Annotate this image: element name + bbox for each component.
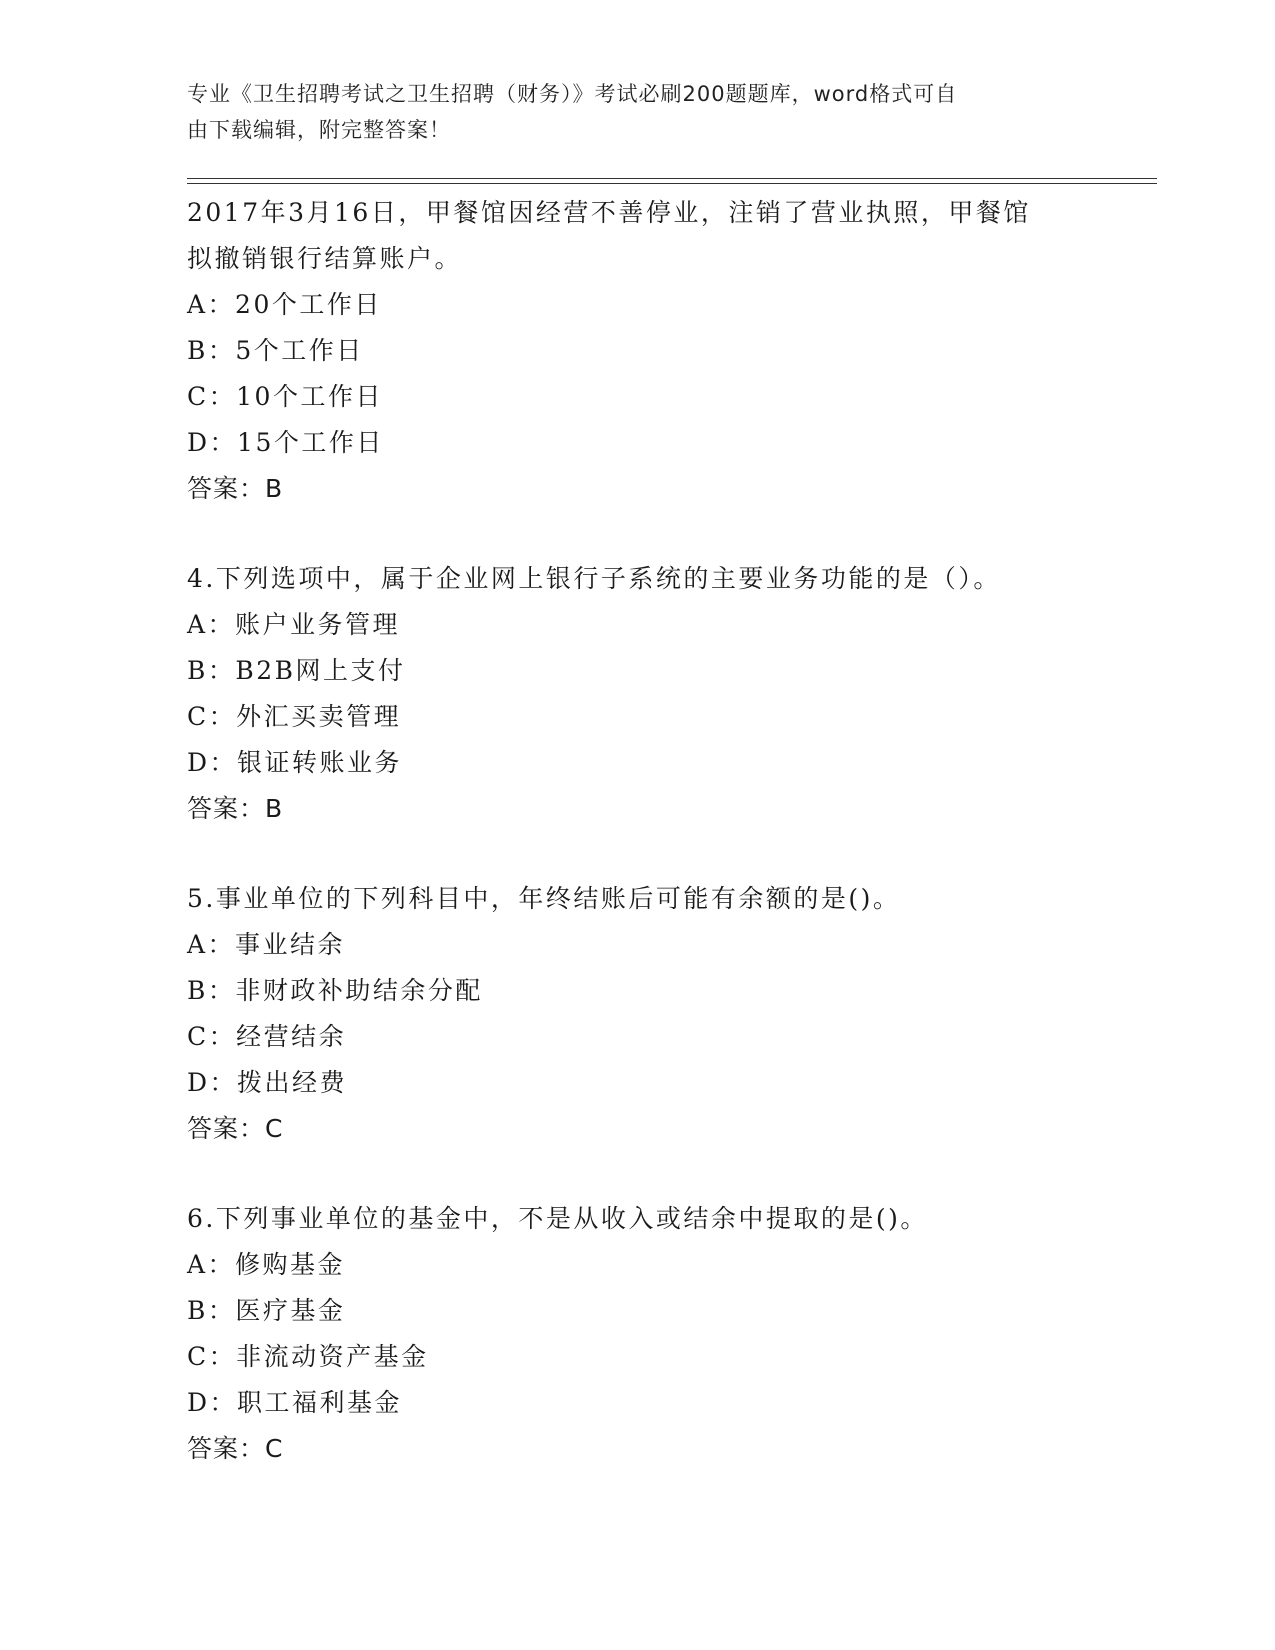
question-text: 2017年3月16日，甲餐馆因经营不善停业，注销了营业执照，甲餐馆 <box>187 198 1031 227</box>
answer-line: 答案：C <box>187 1114 284 1143</box>
option-a: A：账户业务管理 <box>187 610 401 639</box>
header-line-2: 由下载编辑，附完整答案！ <box>187 118 451 142</box>
option-d: D：拨出经费 <box>187 1068 348 1097</box>
question-block-5 <box>187 876 1087 1152</box>
option-a: A：20个工作日 <box>187 290 382 319</box>
option-a: A：事业结余 <box>187 930 346 959</box>
option-c: C：10个工作日 <box>187 382 383 411</box>
question-block-6 <box>187 1196 1087 1472</box>
option-b: B：B2B网上支付 <box>187 656 406 685</box>
option-d: D：职工福利基金 <box>187 1388 403 1417</box>
option-d: D：银证转账业务 <box>187 748 403 777</box>
option-c: C：非流动资产基金 <box>187 1342 429 1371</box>
answer-line: 答案：B <box>187 794 284 823</box>
option-c: C：经营结余 <box>187 1022 347 1051</box>
header-divider-top <box>187 178 1157 179</box>
option-b: B：5个工作日 <box>187 336 364 365</box>
question-text-continued: 拟撤销银行结算账户。 <box>187 244 463 273</box>
question-block-4 <box>187 556 1087 832</box>
question-text: 6.下列事业单位的基金中，不是从收入或结余中提取的是()。 <box>187 1204 928 1233</box>
header-divider-bottom <box>187 183 1157 184</box>
option-c: C：外汇买卖管理 <box>187 702 402 731</box>
document-header <box>187 76 1067 148</box>
question-text: 5.事业单位的下列科目中，年终结账后可能有余额的是()。 <box>187 884 901 913</box>
option-a: A：修购基金 <box>187 1250 346 1279</box>
answer-line: 答案：C <box>187 1434 284 1463</box>
header-line-1: 专业《卫生招聘考试之卫生招聘（财务）》考试必刷200题题库，word格式可自 <box>187 82 958 106</box>
question-block-1 <box>187 190 1087 512</box>
option-b: B：医疗基金 <box>187 1296 346 1325</box>
question-list <box>187 190 1087 1516</box>
option-d: D：15个工作日 <box>187 428 384 457</box>
question-text: 4.下列选项中，属于企业网上银行子系统的主要业务功能的是（）。 <box>187 564 1001 593</box>
option-b: B：非财政补助结余分配 <box>187 976 483 1005</box>
answer-line: 答案：B <box>187 474 284 503</box>
